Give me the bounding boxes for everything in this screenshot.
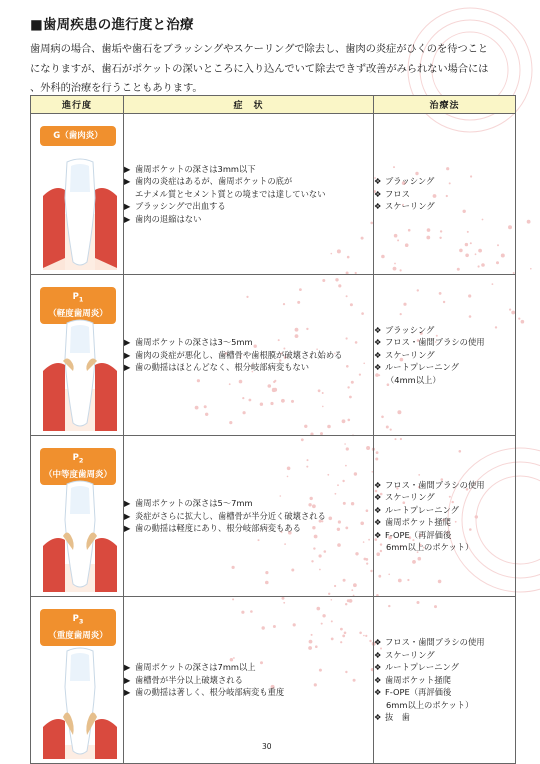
treatment-item: 6mm以上のポケット） [386, 542, 474, 552]
bullet-arrow-icon: ▶ [124, 362, 131, 373]
header-treatment: 治療法 [374, 96, 516, 114]
symptom-item: ▶ 歯肉の炎症はあるが、歯周ポケットの底が [124, 176, 293, 187]
table-row [31, 275, 516, 436]
symptoms-cell [124, 114, 374, 275]
tooth-gingivitis-icon [41, 158, 119, 270]
page-title: ■歯周疾患の進行度と治療 [30, 17, 194, 33]
treatment-cell [374, 597, 516, 764]
bullet-arrow-icon: ▶ [124, 349, 131, 360]
symptom-item: ▶ 歯周ポケットの深さは3mm以下 [124, 163, 256, 174]
bullet-arrow-icon: ▶ [124, 662, 131, 673]
stage-cell [31, 597, 124, 764]
symptom-item: エナメル質とセメント質との境までは達していない [135, 188, 326, 199]
symptom-item: ▶ 歯周ポケットの深さは3〜5mm [124, 337, 253, 348]
treatment-item: ❖ ルートプレーニング [374, 362, 459, 373]
stage-name: （軽度歯周炎） [48, 308, 108, 319]
symptom-item: ▶ 歯の動揺は著しく、根分岐部病変も重度 [124, 687, 285, 698]
treatment-item: ❖ スケーリング [374, 492, 435, 502]
intro-line: になりますが、歯石がポケットの深いところに入り込んでいて除去できず改善がみられない場合には [30, 62, 489, 75]
bullet-diamond-icon: ❖ [374, 362, 382, 373]
bullet-arrow-icon: ▶ [124, 498, 131, 509]
stage-cell [31, 436, 124, 597]
intro-paragraph [30, 40, 516, 99]
treatment-item: ❖ 歯周ポケット掻爬 [374, 517, 451, 527]
treatment-item: ❖ ブラッシング [374, 324, 435, 335]
treatment-item: ❖ ルートプレーニング [374, 504, 459, 515]
stage-cell [31, 275, 124, 436]
treatment-item: ❖ F-OPE（再評価後 [374, 529, 452, 540]
bullet-arrow-icon: ▶ [124, 176, 131, 187]
bullet-arrow-icon: ▶ [124, 213, 131, 224]
bullet-diamond-icon: ❖ [374, 188, 382, 199]
stage-code: $P_1$ [72, 292, 84, 304]
treatment-item: 6mm以上のポケット） [386, 699, 474, 710]
bullet-diamond-icon: ❖ [374, 349, 382, 360]
bullet-diamond-icon: ❖ [374, 637, 382, 648]
bullet-arrow-icon: ▶ [124, 201, 131, 212]
bullet-diamond-icon: ❖ [374, 687, 382, 698]
treatment-item: ❖ フロス [374, 188, 410, 199]
bullet-diamond-icon: ❖ [374, 529, 382, 540]
bullet-diamond-icon: ❖ [374, 662, 382, 673]
stage-cell [31, 114, 124, 275]
treatment-item: ❖ ブラッシング [374, 176, 435, 187]
table-row [31, 114, 516, 275]
symptom-item: ▶ 歯の動揺は軽度にあり、根分岐部病変もある [124, 523, 301, 534]
table-row [31, 436, 516, 597]
bullet-diamond-icon: ❖ [374, 324, 382, 335]
treatment-cell [374, 275, 516, 436]
treatment-item: ❖ ルートプレーニング [374, 662, 459, 673]
bullet-arrow-icon: ▶ [124, 687, 131, 698]
treatment-item: ❖ 抜 歯 [374, 712, 410, 723]
treatment-cell [374, 114, 516, 275]
symptoms-cell [124, 436, 374, 597]
treatment-item: ❖ フロス・歯間ブラシの使用 [374, 337, 485, 348]
bullet-diamond-icon: ❖ [374, 479, 382, 490]
bullet-arrow-icon: ▶ [124, 510, 131, 521]
treatment-item: ❖ スケーリング [374, 649, 435, 660]
bullet-arrow-icon: ▶ [124, 337, 131, 348]
table-row [31, 597, 516, 764]
intro-line: 歯周病の場合、歯垢や歯石をブラッシングやスケーリングで除去し、歯肉の炎症がひくのを待つこと [30, 43, 488, 55]
treatment-item: ❖ フロス・歯間ブラシの使用 [374, 637, 485, 648]
bullet-diamond-icon: ❖ [374, 176, 382, 187]
symptom-item: ▶ 歯周ポケットの深さは5〜7mm [124, 498, 253, 509]
bullet-arrow-icon: ▶ [124, 163, 131, 174]
symptom-item: ▶ 歯肉の退縮はない [124, 213, 202, 224]
bullet-diamond-icon: ❖ [374, 504, 382, 515]
treatment-item: ❖ F-OPE（再評価後 [374, 687, 452, 698]
treatment-item: ❖ スケーリング [374, 201, 435, 212]
bullet-diamond-icon: ❖ [374, 337, 382, 348]
stage-name: （中等度歯周炎） [43, 469, 112, 480]
treatment-item: （4mm以上） [386, 374, 441, 385]
bullet-diamond-icon: ❖ [374, 492, 382, 502]
page-number: 30 [262, 742, 272, 751]
header-symptoms: 症 状 [124, 96, 374, 114]
symptoms-cell [124, 597, 374, 764]
stage-label [40, 126, 116, 146]
bullet-diamond-icon: ❖ [374, 201, 382, 212]
symptoms-cell [124, 275, 374, 436]
symptom-item: ▶ 歯の動揺はほとんどなく、根分岐部病変もない [124, 362, 310, 373]
treatment-cell [374, 436, 516, 597]
tooth-severe-periodontitis-icon [41, 647, 119, 759]
stage-code: $P_2$ [72, 453, 84, 465]
bullet-diamond-icon: ❖ [374, 649, 382, 660]
bullet-diamond-icon: ❖ [374, 517, 382, 527]
header-stage: 進行度 [31, 96, 124, 114]
treatment-item: ❖ スケーリング [374, 349, 435, 360]
stage-code: $P_3$ [72, 614, 84, 626]
bullet-diamond-icon: ❖ [374, 674, 382, 685]
treatment-item: ❖ 歯周ポケット掻爬 [374, 674, 451, 685]
progression-table [30, 95, 516, 764]
bullet-diamond-icon: ❖ [374, 712, 382, 723]
symptom-item: ▶ 歯肉の炎症が悪化し、歯槽骨や歯根膜が破壊され始める [124, 349, 343, 360]
symptom-item: ▶ 炎症がさらに拡大し、歯槽骨が半分近く破壊される [124, 510, 326, 521]
treatment-item: ❖ フロス・歯間ブラシの使用 [374, 479, 485, 490]
stage-name: （重度歯周炎） [48, 630, 108, 641]
bullet-arrow-icon: ▶ [124, 523, 131, 534]
symptom-item: ▶ 歯槽骨が半分以上破壊される [124, 674, 243, 685]
symptom-item: ▶ 歯周ポケットの深さは7mm以上 [124, 662, 256, 673]
symptom-item: ▶ ブラッシングで出血する [124, 201, 226, 212]
stage-name: G（歯肉炎） [53, 131, 103, 141]
intro-line: 、外科的治療を行うこともあります。 [30, 82, 203, 94]
stage-label [40, 609, 116, 646]
bullet-arrow-icon: ▶ [124, 674, 131, 685]
tooth-mild-periodontitis-icon [41, 319, 119, 431]
tooth-moderate-periodontitis-icon [41, 480, 119, 592]
